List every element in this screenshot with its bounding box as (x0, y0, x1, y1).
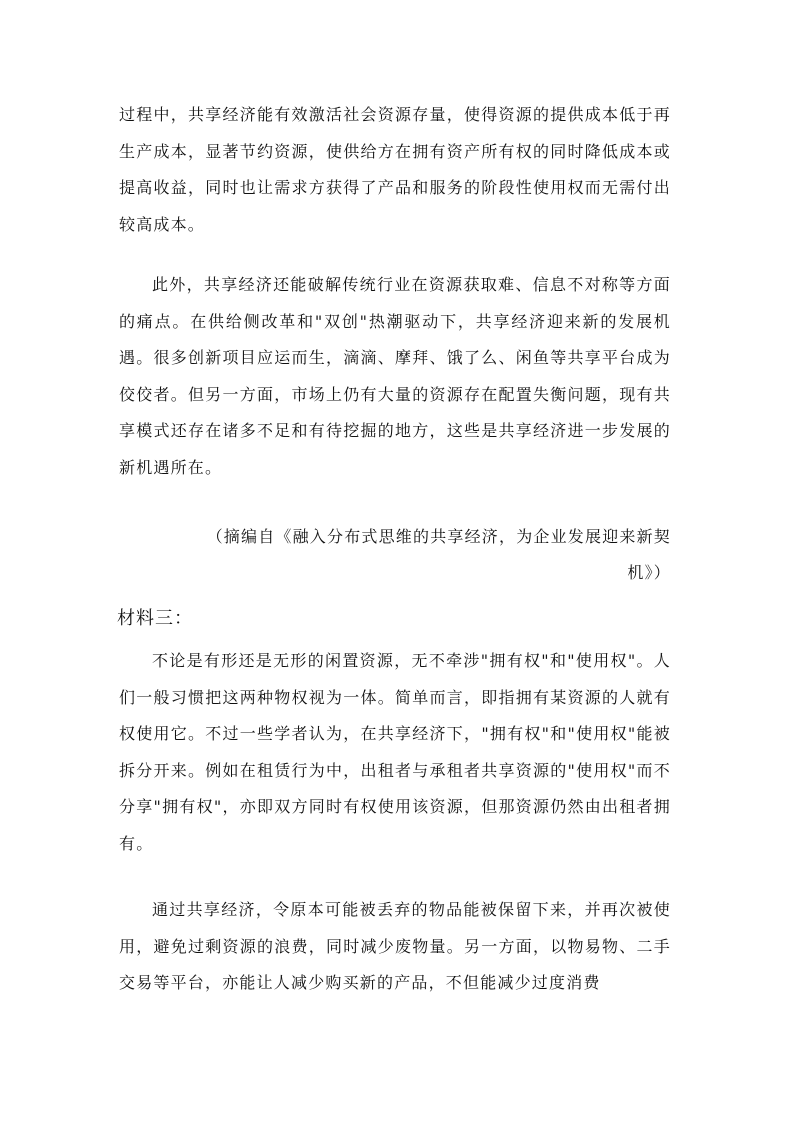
paragraph: 通过共享经济，令原本可能被丢弃的物品能被保留下来，并再次被使用，避免过剩资源的浪费，同时减少废物量。另一方面，以物易物、二手交易等平台，亦能让人减少购买新的产品，不但能减少过度消费 (119, 900, 671, 992)
body-text-block-4 (119, 892, 671, 1002)
citation-line: 机》） (627, 563, 671, 582)
paragraph-continued: 过程中，共享经济能有效激活社会资源存量，使得资源的提供成本低于再生产成本，显著节约资源，使供给方在拥有资产所有权的同时降低成本或提高收益，同时也让需求方获得了产品和服务的阶段性使用权而无需付出较高成本。 (119, 105, 671, 234)
section-heading: 材料三： (117, 608, 193, 629)
citation-line: （摘编自《融入分布式思维的共享经济，为企业发展迎来新契 (206, 527, 671, 546)
source-citation (119, 519, 671, 591)
paragraph: 此外，共享经济还能破解传统行业在资源获取难、信息不对称等方面的痛点。在供给侧改革和"双创"热潮驱动下，共享经济迎来新的发展机遇。很多创新项目应运而生，滴滴、摩拜、饿了么、闲鱼等共享平台成为佼佼者。但另一方面，市场上仍有大量的资源存在配置失衡问题，现有共享模式还存在诸多不足和有待挖掘的地方，这些是共享经济进一步发展的新机遇所在。 (119, 275, 671, 477)
paragraph: 不论是有形还是无形的闲置资源，无不牵涉"拥有权"和"使用权"。人们一般习惯把这两种物权视为一体。简单而言，即指拥有某资源的人就有权使用它。不过一些学者认为，在共享经济下，"拥有权"和"使用权"能被拆分开来。例如在租赁行为中，出租者与承租者共享资源的"使用权"而不分享"拥有权"，亦即双方同时有权使用该资源，但那资源仍然由出租者拥有。 (119, 651, 671, 853)
body-text-block-2 (119, 267, 671, 486)
body-text-block-1 (119, 97, 671, 243)
body-text-block-3 (119, 643, 671, 862)
